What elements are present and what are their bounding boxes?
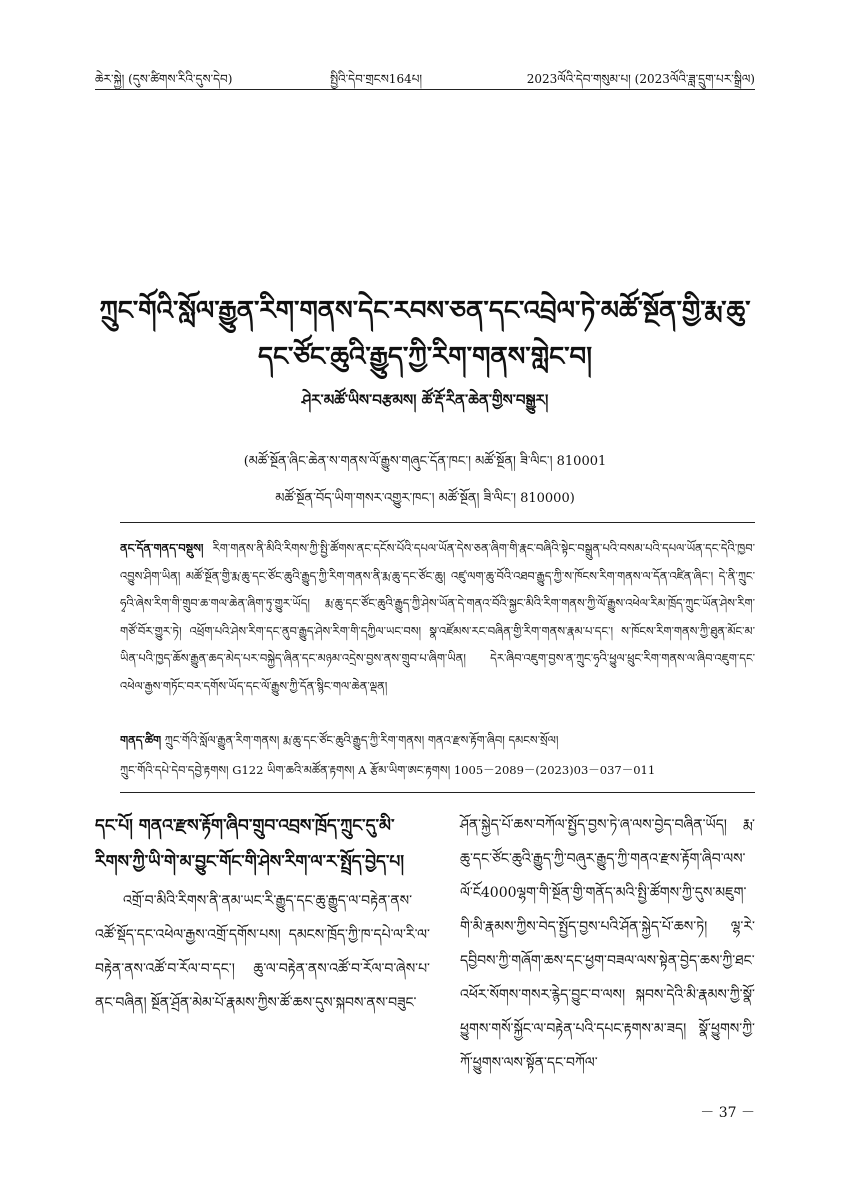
body-column-right bbox=[460, 808, 755, 1080]
keywords-label: གནད་ཚིག bbox=[120, 733, 162, 747]
abstract-label: ནང་དོན་གནད་བསྡུས། bbox=[120, 541, 204, 555]
body-paragraph: ཤོན་སྐྱེད་པོ་ཆས་བཀོལ་སྤྱོད་བྱས་ཏེ་ཞ་ལས་བྱེད་བཞིན་ཡོད། རྨ་ཆུ་དང་ཙོང་ཆུའི་རྒྱུད་ཀྱི་བཞུར་རྒྱུད་ཀྱི་གནའ་རྫས་རྟོག་ཞིབ་ལས་ལོ་ངོ4000ལྷག་གི་སྔོན་གྱི་གནོད་མའི་སྤྱི་ཚོགས་ཀྱི་དུས་མཇུག་གི་མི་རྣམས་ཀྱིས་བེད་སྤྱོད་བྱས་པའི་ཤོན་སྐྱེད་པོ་ཆས་ཏེ། ལྷ་རེ་དབྱིབས་ཀྱི་གཞོག་ཆས་དང་ཕྱག་བཟལ་ལས་སྟེན་བྱེད་ཆས་ཀྱི་ཐང་འཕོར་སོགས་གསར་རྙེད་བྱུང་བ་ལས། སྐབས་དེའི་མི་རྣམས་ཀྱི་སྣོ་ཕྱུགས་གསོ་སྐྱོང་ལ་བརྟེན་པའི་དཔང་རྟགས་མ་ཟད། སྣོ་ཕྱུགས་ཀྱི་ཀོ་ཕྱུགས་ལས་སྟོན་དང་བཀོལ་ bbox=[460, 817, 755, 1071]
classification-codes: ཀྲུང་གོའི་དཔེ་དེབ་དབྱེ་རྟགས། G122 ཡིག་ཆའི་མཚོན་རྟགས། A རྩོམ་ཡིག་ཨང་རྟགས། 1005－2089－(2023)03－037－011 bbox=[120, 763, 656, 777]
author-affiliation-1: (མཚོ་སྔོན་ཞིང་ཆེན་ས་གནས་ལོ་རྒྱུས་གཞུང་དོན་ཁང་། མཚོ་སྔོན། ཟི་ལིང་། 810001 bbox=[243, 454, 607, 469]
page-number: － 37 － bbox=[700, 1105, 755, 1121]
article-title: ཀྲུང་གོའི་སློལ་རྒྱུན་རིག་གནས་དེང་རབས་ཅན་དང་འབྲེལ་ཏེ་མཚོ་སྔོན་གྱི་རྨ་ཆུ་དང་ཙོང་ཆུའི་རྒྱུད་ཀྱི་རིག་གནས་གླེང་བ། bbox=[99, 296, 751, 372]
abstract-bottom-divider bbox=[120, 792, 755, 793]
article-authors: ཤེར་མཚོ་ཡིས་བརྩམས། ཚོ་རྡོ་རིན་ཆེན་གྱིས་བསྒྱུར། bbox=[301, 391, 549, 409]
header-journal-name: ཆེར་སྐྱེ། (དུས་ཚིགས་རིའི་དུས་དེབ) bbox=[95, 72, 233, 86]
abstract-text: རིག་གནས་ནི་མིའི་རིགས་ཀྱི་སྤྱི་ཚོགས་ནང་དངོས་པོའི་དཔལ་ཡོན་དེས་ཅན་ཞིག་གི་རྣང་བཞིའི་སྟེང་བསྒྲུན་པའི་བསམ་པའི་དཔལ་ཡོན་དང་དེའི་ཁྱབ་འབྱུས་ཤིག་ཡིན། མཚོ་སྔོན་གྱི་རྨ་ཆུ་དང་ཙོང་ཆུའི་རྒྱུད་ཀྱི་རིག་གནས་ནི་རྨ་ཆུ་དང་ཙོང་ཆུ། འཛུ་ལག་ཆུ་བོའི་འཐབ་རྒྱུད་ཀྱི་ས་ཁོངས་རིག་གནས་ལ་དོན་འཛིན་ཞིང་། དེ་ནི་ཀྲུང་ཧྭའི་ཞེས་རིག་གི་གྲུབ་ཆ་གལ་ཆེན་ཞིག་ཏུ་གྱུར་ཡོད། རྨ་ཆུ་དང་ཙོང་ཆུའི་རྒྱུད་ཀྱི་ཤེས་ཡོན་དེ་གནའ་བོའི་སྐྱང་མིའི་རིག་གནས་ཀྱི་ལོ་རྒྱུས་འཕེལ་རིམ་ཁྲོད་ཀྲུང་ཡོན་ཤེས་རིག་གཙོ་བོར་གྱུར་ཏེ། འཕྲོག་པའི་ཤེས་རིག་དང་ནུབ་རྒྱུད་ཤེས་རིག་གི་དཀྱིལ་ཡང་བས། སྣ་འཛོམས་རང་བཞིན་གྱི་རིག་གནས་རྣམ་པ་དང་། ས་ཁོངས་རིག་གནས་ཀྱི་ཐུན་མོང་མ་ཡིན་པའི་ཁྱད་ཆོས་རྒྱུན་ཆད་མེད་པར་བསྐྱེད་ཞིན་དང་མཉམ་འདྲེས་བྱས་ནས་གྲུབ་པ་ཞིག་ཡིན། དེར་ཞིབ་འཇུག་བྱས་ན་ཀྲུང་ཧྭའི་ཕྱུལ་ཕྲུང་རིག་གནས་ལ་ཞིབ་འཇུག་དང་འཕེལ་རྒྱས་གཏོང་བར་དགོས་ཡོད་དང་ལོ་རྒྱུས་ཀྱི་དོན་སྙིང་གལ་ཆེན་ལྡན། bbox=[120, 541, 755, 693]
body-column-left bbox=[95, 808, 430, 1020]
running-header bbox=[95, 62, 755, 86]
abstract bbox=[120, 535, 755, 700]
header-issue-date: 2023ལོའི་དེབ་གསུམ་པ། (2023ལོའི་ཟླ་དྲུག་པར་སྒྲིལ) bbox=[526, 72, 755, 86]
abstract-top-divider bbox=[120, 522, 755, 523]
header-divider bbox=[95, 89, 755, 90]
header-issue-total: སྤྱིའི་དེབ་གྲངས164པ། bbox=[330, 72, 423, 86]
body-paragraph: འགྲོ་བ་མིའི་རིགས་ནི་ནམ་ཡང་རི་རྒྱུད་དང་ཆུ་རྒྱུད་ལ་བརྟེན་ནས་འཚོ་སྡོད་དང་འཕེལ་རྒྱས་འགྲོ་དགོས་པས། དམངས་ཁྲོད་ཀྱི་ཁ་དཔེ་ལ་རི་ལ་བརྟེན་ནས་འཚོ་བ་རོལ་བ་དང་། ཆུ་ལ་བརྟེན་ནས་འཚོ་བ་རོལ་བ་ཞེས་པ་ནང་བཞིན། སྔོན་ཤྲོན་མེམ་པོ་རྣམས་ཀྱིས་ཚོ་ཆས་དུས་སྐབས་ནས་བཟུང་ bbox=[95, 893, 430, 1011]
keywords bbox=[120, 727, 755, 754]
section-heading: དང་པོ། གནའ་རྫས་རྟོག་ཞིབ་གྲུབ་འབྲས་ཁྲོད་ཀྲུང་དུ་མི་རིགས་ཀྱི་ཡི་གེ་མ་བྱུང་གོང་གི་ཤེས་རིག་ལ་ར་སྤྲོད་བྱེད་པ། bbox=[95, 816, 405, 872]
author-affiliation-2: མཚོ་སྔོན་བོད་ཡིག་གསར་འགྱུར་ཁང་། མཚོ་སྔོན། ཟི་ལིང་། 810000) bbox=[275, 491, 575, 506]
keywords-text: ཀྲུང་གོའི་སློལ་རྒྱུན་རིག་གནས། རྨ་ཆུ་དང་ཙོང་ཆུའི་རྒྱུད་ཀྱི་རིག་གནས། གནའ་རྫས་རྟོག་ཞིབ། དམངས་སྲོལ། bbox=[164, 733, 559, 747]
